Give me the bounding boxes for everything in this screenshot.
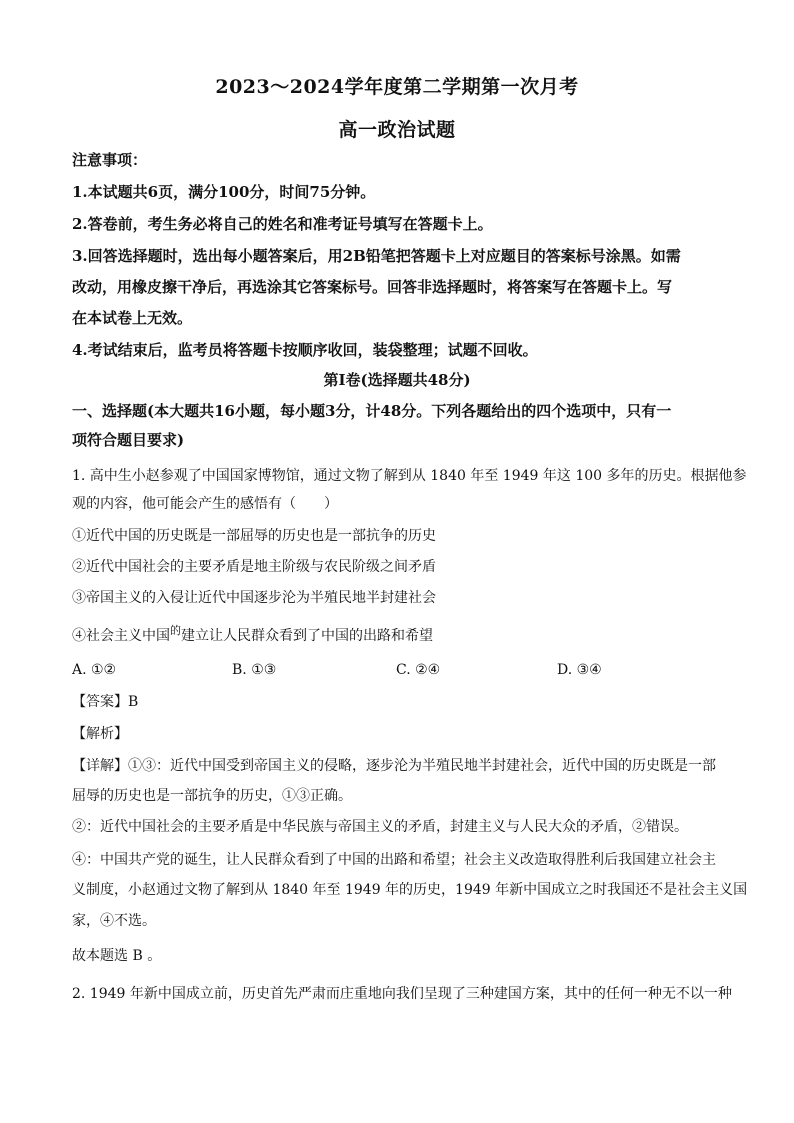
section-heading: 项符合题目要求) xyxy=(72,431,185,449)
section-heading: 一、选择题(本大题共16小题，每小题3分，计48分。下列各题给出的四个选项中，只有一 xyxy=(72,402,672,420)
statement-superscript: 的 xyxy=(170,624,181,637)
notice-item: 4.考试结束后，监考员将答题卡按顺序收回，装袋整理；试题不回收。 xyxy=(72,341,538,359)
analysis-label: 【解析】 xyxy=(72,726,128,742)
question-stem: 观的内容，他可能会产生的感悟有（ ） xyxy=(72,496,338,512)
statement: ①近代中国的历史既是一部屈辱的历史也是一部抗争的历史 xyxy=(72,528,436,544)
statement-text: ④社会主义中国 xyxy=(72,628,170,644)
detail-text: 家，④不选。 xyxy=(72,913,156,929)
detail-text: 【详解】①③：近代中国受到帝国主义的侵略，逐步沦为半殖民地半封建社会，近代中国的历史既是一部 xyxy=(72,758,716,774)
question-stem: 1. 高中生小赵参观了中国国家博物馆，通过文物了解到从 1840 年至 1949 年这 100 多年的历史。根据他参 xyxy=(72,468,747,484)
statement xyxy=(72,626,433,647)
exam-title: 2023～2024学年度第二学期第一次月考 xyxy=(215,76,579,98)
option-a: A. ①② xyxy=(72,662,117,678)
notice-heading: 注意事项： xyxy=(72,151,148,169)
notice-item: 改动，用橡皮擦干净后，再选涂其它答案标号。回答非选择题时，将答案写在答题卡上。写 xyxy=(72,278,673,296)
statement-text: 建立让人民群众看到了中国的出路和希望 xyxy=(181,628,433,644)
option-b: B. ①③ xyxy=(232,662,277,678)
volume-heading: 第Ⅰ卷(选择题共48分) xyxy=(323,371,471,389)
notice-item: 1.本试题共6页，满分100分，时间75分钟。 xyxy=(72,183,376,201)
option-d: D. ③④ xyxy=(557,662,602,678)
detail-text: 屈辱的历史也是一部抗争的历史，①③正确。 xyxy=(72,788,352,804)
answer-label: 【答案】B xyxy=(72,694,139,710)
detail-text: ②：近代中国社会的主要矛盾是中华民族与帝国主义的矛盾，封建主义与人民大众的矛盾，②错误。 xyxy=(72,819,688,835)
statement: ②近代中国社会的主要矛盾是地主阶级与农民阶级之间矛盾 xyxy=(72,559,436,575)
notice-item: 3.回答选择题时，选出每小题答案后，用2B铅笔把答题卡上对应题目的答案标号涂黑。如需 xyxy=(72,247,681,265)
detail-text: ④：中国共产党的诞生，让人民群众看到了中国的出路和希望；社会主义改造取得胜利后我国建立社会主 xyxy=(72,852,716,868)
notice-item: 在本试卷上无效。 xyxy=(72,309,193,327)
exam-subtitle: 高一政治试题 xyxy=(338,119,456,141)
option-c: C. ②④ xyxy=(396,662,441,678)
statement: ③帝国主义的入侵让近代中国逐步沦为半殖民地半封建社会 xyxy=(72,590,436,606)
detail-text: 义制度，小赵通过文物了解到从 1840 年至 1949 年的历史，1949 年新中国成立之时我国还不是社会主义国 xyxy=(72,882,748,898)
notice-item: 2.答卷前，考生务必将自己的姓名和准考证号填写在答题卡上。 xyxy=(72,215,493,233)
question-stem: 2. 1949 年新中国成立前，历史首先严肃而庄重地向我们呈现了三种建国方案，其中的任何一种无不以一种 xyxy=(72,986,732,1002)
conclusion-text: 故本题选 B 。 xyxy=(72,948,162,964)
